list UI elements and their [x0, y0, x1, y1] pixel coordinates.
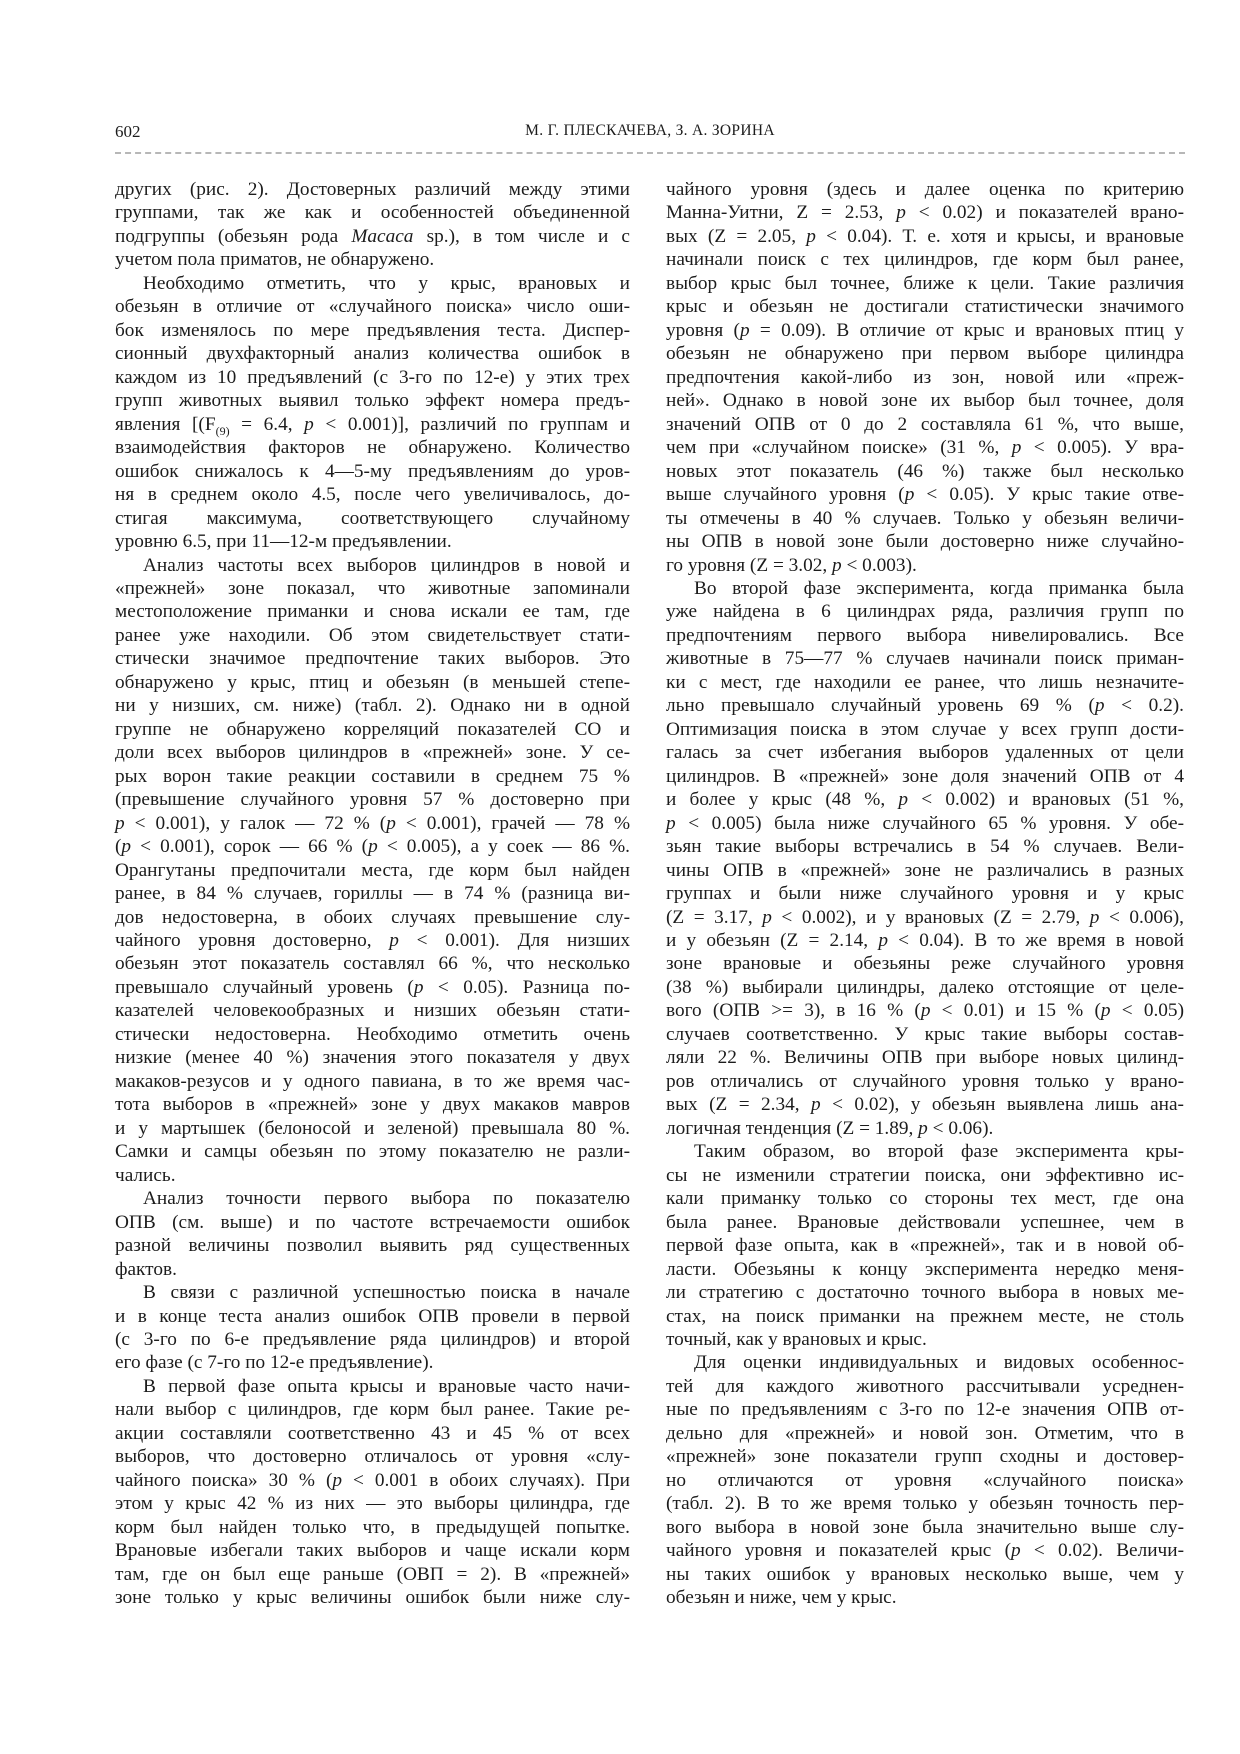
text-line: стах, на поиск приманки на прежнем месте, не столь [666, 1305, 1184, 1327]
paragraph [115, 1187, 630, 1281]
text-line: фактов. [115, 1258, 177, 1280]
italic-term: p [1011, 1540, 1021, 1562]
text-line: чайного уровня (здесь и далее оценка по критерию [666, 179, 1184, 200]
text-line: тота выборов в «прежней» зоне у двух макаков мавров [115, 1094, 630, 1116]
italic-term: Macaca [351, 225, 414, 247]
italic-term: p [811, 1094, 821, 1116]
text-line: выборов, что достоверно отличалось от уровня «слу- [115, 1446, 630, 1468]
text-line: ранее уже находили. Об этом свидетельствует стати- [115, 624, 630, 646]
text-line: значений ОПВ от 0 до 2 составляла 61 %, что выше, [666, 413, 1184, 435]
paragraph [115, 1281, 630, 1375]
text-line: Самки и самцы обезьян по этому показателю не разли- [115, 1141, 630, 1163]
text-line: явления [($F_{(9)} = 6.4$, p < 0.001)], различий по группам и [115, 413, 630, 438]
text-line: казателей человекообразных и низших обезьян стати- [115, 1000, 630, 1022]
text-line: сы не изменили стратегии поиска, они эффективно ис- [666, 1164, 1184, 1186]
text-line: чем при «случайном поиске» (31 %, p < 0.005). У вра- [666, 437, 1184, 459]
text-line: группе не обнаружено корреляций показателей СО и [115, 718, 630, 740]
text-line: других (рис. 2). Достоверных различий между этими [115, 179, 630, 200]
text-line: ОПВ (см. выше) и по частоте встречаемости ошибок [115, 1211, 630, 1233]
text-line: (p < 0.001), сорок — 66 % (p < 0.005), а у соек — 86 %. [115, 836, 630, 858]
text-line: вого выбора в новой зоне была значительно выше слу- [666, 1516, 1184, 1538]
italic-term: p [898, 789, 909, 811]
text-line: этом у крыс 42 % из них — это выборы цилиндра, где [115, 1493, 630, 1515]
text-line: Манна-Уитни, Z = 2.53, p < 0.02) и показателей врано- [666, 202, 1184, 224]
italic-term: p [332, 1469, 343, 1491]
paragraph [666, 1351, 1184, 1609]
text-line: и у обезьян (Z = 2.14, p < 0.04). В то же время в новой [666, 930, 1184, 951]
text-line: ласти. Обезьяны к концу эксперимента нередко меня- [666, 1258, 1184, 1280]
text-line: низкие (менее 40 %) значения этого показателя у двух [115, 1047, 630, 1069]
text-line: цилиндров. В «прежней» зоне доля значений ОПВ от 4 [666, 765, 1184, 787]
italic-term: p [413, 976, 424, 998]
text-line: его фазе (с 7-го по 12-е предъявление). [115, 1352, 434, 1374]
italic-term: p [389, 930, 399, 951]
text-line: ные по предъявлениям с 3-го по 12-е значения ОПВ от- [666, 1399, 1184, 1421]
italic-term: p [806, 225, 816, 247]
text-line: (табл. 2). В то же время только у обезьян точность пер- [666, 1493, 1184, 1515]
text-line: стически недостоверна. Необходимо отметить очень [115, 1023, 630, 1045]
italic-term: p [115, 812, 125, 834]
text-line: обезьян и ниже, чем у крыс. [666, 1587, 897, 1609]
text-line: ки с мест, где находили ее ранее, что лишь незначите- [666, 671, 1184, 693]
text-line: чались. [115, 1164, 176, 1186]
text-line: каждом из 10 предъявлений (с 3-го по 12-е) у этих трех [115, 366, 630, 388]
text-line: ранее, в 84 % случаев, гориллы — в 74 % (разница ви- [115, 883, 630, 905]
text-line: предпочтениям первого выбора нивелировались. Все [666, 624, 1184, 646]
text-line: зоне только у крыс величины ошибок были ниже слу- [115, 1587, 630, 1609]
text-line: групп животных выявил только эффект номера предъ- [115, 390, 630, 412]
italic-term: p [878, 930, 888, 951]
italic-term: p [1011, 437, 1022, 459]
italic-term: p [904, 484, 915, 506]
paragraph [115, 1375, 630, 1610]
text-line: (Z = 3.17, p < 0.002), и у врановых (Z = 2.79, p < 0.006), [666, 906, 1184, 928]
page-number: 602 [115, 122, 141, 141]
text-line: дов недостоверна, в обоих случаях превышение слу- [115, 906, 630, 928]
text-line: превышало случайный уровень (p < 0.05). Разница по- [115, 976, 630, 998]
text-line: ли стратегию с достаточно точного выбора в новых ме- [666, 1282, 1184, 1304]
text-line: ня в среднем около 4.5, после чего увеличивалось, до- [115, 484, 630, 506]
paragraph [115, 554, 630, 1188]
text-line: вых (Z = 2.05, p < 0.04). Т. е. хотя и крысы, и врановые [666, 225, 1184, 247]
paragraph [666, 1140, 1184, 1351]
text-line: обезьян этот показатель составлял 66 %, что несколько [115, 953, 630, 975]
text-line: вых (Z = 2.34, p < 0.02), у обезьян выявлена лишь ана- [666, 1094, 1184, 1116]
text-line: макаков-резусов и у одного павиана, в то же время час- [115, 1070, 630, 1092]
text-line: p < 0.005) была ниже случайного 65 % уровня. У обе- [666, 812, 1184, 834]
text-line: учетом пола приматов, не обнаружено. [115, 249, 435, 271]
text-line: «прежней» зоне показал, что животные запоминали [115, 577, 630, 599]
text-line: обнаружено у крыс, птиц и обезьян (в меньшей степе- [115, 671, 630, 693]
text-line: го уровня (Z = 3.02, p < 0.003). [666, 554, 917, 576]
italic-term: p [1089, 906, 1100, 928]
running-head-authors: М. Г. ПЛЕСКАЧЕВА, З. А. ЗОРИНА [525, 122, 775, 139]
text-line: уже найдена в 6 цилиндрах ряда, различия групп по [666, 601, 1184, 623]
text-line: ты отмечены в 40 % случаев. Только у обезьян величи- [666, 507, 1184, 529]
italic-term: p [1094, 695, 1105, 717]
text-line: льно превышало случайный уровень 69 % (p < 0.2). [666, 695, 1185, 717]
paragraph [115, 272, 630, 554]
text-line: кали приманку только со стороны тех мест, где она [666, 1188, 1184, 1210]
text-line: была ранее. Врановые действовали успешнее, чем в [666, 1211, 1184, 1233]
text-line: Оптимизация поиска в этом случае у всех групп дости- [666, 718, 1184, 740]
italic-term: p [304, 413, 314, 435]
text-line: вого (ОПВ >= 3), в 16 % (p < 0.01) и 15 % (p < 0.05) [666, 1000, 1184, 1022]
text-line: и у мартышек (белоносой и зеленой) превышала 80 %. [115, 1117, 630, 1139]
text-line: «прежней» зоне показатели групп сходны и достовер- [666, 1446, 1184, 1468]
text-line: там, где он был еще раньше (ОВП = 2). В «прежней» [115, 1563, 630, 1585]
text-line: чайного уровня и показателей крыс (p < 0.02). Величи- [666, 1540, 1184, 1562]
text-line: нали выбор с цилиндров, где корм был ранее. Такие ре- [115, 1399, 630, 1421]
text-line: крыс и обезьян не достигали статистически значимого [666, 296, 1184, 318]
text-line: (38 %) выбирали цилиндры, далеко отстоящие от целе- [666, 976, 1184, 998]
text-line: зьян такие выборы встречались в 54 % случаев. Вели- [666, 836, 1184, 858]
text-line: (с 3-го по 6-е предъявление ряда цилиндров) и второй [115, 1328, 630, 1350]
paragraph [115, 178, 630, 272]
text-line: Анализ частоты всех выборов цилиндров в новой и [143, 554, 630, 576]
text-line: дельно для «прежней» и новой зон. Отметим, что в [666, 1422, 1184, 1444]
text-line: ней». Однако в новой зоне их выбор был точнее, доля [666, 390, 1184, 412]
text-line: Во второй фазе эксперимента, когда приманка была [694, 577, 1184, 599]
text-line: галась за счет избегания выборов удаленных от цели [666, 742, 1184, 764]
text-line: предпочтения какой-либо из зон, новой или «преж- [666, 366, 1184, 388]
text-line: точный, как у врановых и крыс. [666, 1328, 927, 1350]
text-line: уровня (p = 0.09). В отличие от крыс и врановых птиц у [666, 319, 1184, 341]
text-line: В первой фазе опыта крысы и врановые часто начи- [143, 1375, 630, 1397]
text-line: чайного поиска» 30 % (p < 0.001 в обоих случаях). При [115, 1469, 630, 1491]
text-line: животные в 75—77 % случаев начинали поиск приман- [666, 648, 1184, 670]
paragraph [666, 178, 1184, 577]
text-line: Орангутаны предпочитали места, где корм был найден [115, 859, 630, 881]
header-rule [115, 152, 1185, 154]
text-line: первой фазе опыта, как в «прежней», так и в новой об- [666, 1235, 1184, 1257]
italic-term: p [832, 554, 842, 576]
text-line: ров отличались от случайного уровня только у врано- [666, 1070, 1184, 1092]
text-line: выбор крыс был точнее, ближе к цели. Такие различия [666, 272, 1184, 294]
text-line: обезьян в отличие от «случайного поиска» число оши- [115, 296, 630, 318]
text-line: рых ворон такие реакции составили в среднем 75 % [115, 765, 630, 787]
text-line: группами, так же как и особенностей объединенной [115, 202, 630, 224]
text-line: ошибок снижалось к 4—5-му предъявлениям до уров- [115, 460, 630, 482]
text-line: корм был найден только что, в предыдущей попытке. [115, 1516, 630, 1538]
text-line: стически значимое предпочтение таких выборов. Это [115, 648, 630, 670]
text-line: новых этот показатель (46 %) также был несколько [666, 460, 1184, 482]
italic-term: p [739, 319, 750, 341]
running-head [115, 122, 1185, 148]
italic-term: p [918, 1117, 928, 1139]
text-line: акции составляли соответственно 43 и 45 % от всех [115, 1422, 630, 1444]
italic-term: p [368, 836, 378, 858]
right-column [666, 178, 1184, 1610]
text-line: доли всех выборов цилиндров в «прежней» зоне. У се- [115, 742, 630, 764]
text-line: обезьян не обнаружено при первом выборе цилиндра [666, 343, 1184, 365]
text-line: уровню 6.5, при 11—12-м предъявлении. [115, 531, 452, 553]
italic-term: p [920, 1000, 931, 1022]
text-line: зоне врановые и обезьяны реже случайного уровня [666, 953, 1184, 975]
italic-term: p [386, 812, 396, 834]
text-line: Врановые избегали таких выборов и чаще искали корм [115, 1540, 630, 1562]
italic-term: p [121, 836, 132, 858]
text-line: но отличаются от уровня «случайного поиска» [666, 1469, 1184, 1491]
text-line: чайного уровня достоверно, p < 0.001). Для низших [115, 930, 631, 951]
italic-term: p [666, 812, 676, 834]
text-line: тей для каждого животного рассчитывали усреднен- [666, 1375, 1184, 1397]
text-line: p < 0.001), у галок — 72 % (p < 0.001), грачей — 78 % [115, 812, 631, 834]
paragraph [666, 577, 1184, 1140]
text-line: логичная тенденция (Z = 1.89, p < 0.06). [666, 1117, 994, 1139]
left-column [115, 178, 630, 1610]
text-line: Для оценки индивидуальных и видовых особеннос- [694, 1352, 1184, 1374]
italic-term: p [1100, 1000, 1111, 1022]
text-line: Таким образом, во второй фазе эксперимента кры- [694, 1141, 1184, 1163]
text-line: Необходимо отметить, что у крыс, врановых и [143, 272, 630, 294]
text-line: группах и были ниже случайного уровня и у крыс [666, 883, 1184, 905]
text-line: и более у крыс (48 %, p < 0.002) и врановых (51 %, [666, 789, 1184, 811]
text-line: подгруппы (обезьян рода Macaca sp.), в том числе и с [115, 225, 630, 247]
text-line: начинали поиск с тех цилиндров, где корм был ранее, [666, 249, 1184, 271]
text-line: чины ОПВ в «прежней» зоне не различались в разных [666, 859, 1184, 881]
text-line: бок изменялось по мере предъявления теста. Диспер- [115, 319, 630, 341]
text-line: взаимодействия факторов не обнаружено. Количество [115, 437, 630, 459]
text-line: разной величины позволил выявить ряд существенных [115, 1235, 630, 1257]
text-line: ны ОПВ в новой зоне были достоверно ниже случайно- [666, 531, 1184, 553]
text-line: случаев соответственно. У крыс такие выборы состав- [666, 1023, 1184, 1045]
text-line: ляли 22 %. Величины ОПВ при выборе новых цилинд- [666, 1047, 1184, 1069]
text-line: выше случайного уровня (p < 0.05). У крыс такие отве- [666, 484, 1185, 506]
italic-term: p [762, 906, 772, 928]
text-line: (превышение случайного уровня 57 % достоверно при [115, 789, 630, 811]
text-line: и в конце теста анализ ошибок ОПВ провели в первой [115, 1305, 630, 1327]
italic-term: p [896, 202, 906, 224]
text-line: В связи с различной успешностью поиска в начале [143, 1282, 630, 1304]
text-line: стигая максимума, соответствующего случайному [115, 507, 630, 529]
text-line: Анализ точности первого выбора по показателю [143, 1188, 630, 1210]
subscript: (9) [215, 423, 230, 438]
text-line: ны таких ошибок у врановых несколько выше, чем у [666, 1563, 1184, 1585]
text-line: сионный двухфакторный анализ количества ошибок в [115, 343, 630, 365]
text-line: ни у низших, см. ниже) (табл. 2). Однако ни в одной [115, 695, 630, 717]
text-line: местоположение приманки и снова искали ее там, где [115, 601, 630, 623]
